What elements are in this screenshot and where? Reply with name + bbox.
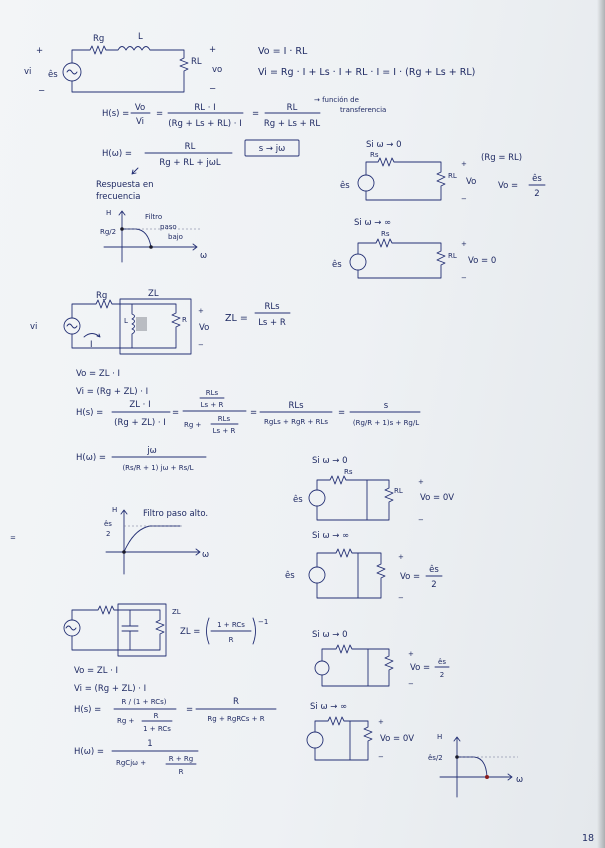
result-num: ês: [429, 565, 439, 575]
hs-frac3-den: RgLs + RgR + RLs: [263, 418, 329, 426]
label-minus: −: [461, 274, 467, 282]
freq-resp-label-2: frecuencia: [96, 192, 141, 202]
case-high-freq-3: [307, 702, 414, 761]
frequency-response-3: [74, 739, 198, 776]
label-minus: −: [408, 680, 414, 688]
label-rl: RL: [394, 487, 403, 495]
label-vo: Vo: [199, 323, 210, 333]
label-rs: Rs: [344, 468, 353, 476]
hw-den: (Rs/R + 1) jω + Rs/L: [122, 464, 194, 472]
label-inductor: L: [138, 32, 143, 42]
label-plus: +: [408, 650, 414, 658]
hs-frac3-num: RLs: [288, 401, 304, 411]
transfer-note-1: → función de: [314, 96, 359, 104]
label-rl: RL: [448, 172, 457, 180]
filter-label: Filtro paso alto.: [143, 509, 209, 519]
case-title: Si ω → 0: [366, 140, 402, 150]
hw-lhs: H(ω) =: [102, 149, 132, 159]
label-zl: ZL: [148, 289, 159, 299]
hs-frac1-num: R / (1 + RCs): [121, 698, 167, 706]
eq-vi: Vi = (Rg + ZL) · I: [76, 387, 149, 397]
label-es: ês: [340, 181, 350, 191]
hs-frac2-num-den: Ls + R: [200, 401, 224, 409]
label-plus: +: [198, 307, 204, 315]
hs-frac1-num: ZL · I: [129, 400, 151, 410]
filter-label-3: bajo: [168, 233, 183, 241]
hs-eq1: =: [186, 705, 194, 715]
filter-label-2: paso: [160, 223, 177, 231]
case-high-freq-2: [285, 531, 442, 602]
hs-frac1-den-b-num: R: [153, 712, 159, 720]
hs-lhs: H(s) =: [102, 109, 130, 119]
graph-omega-label: ω: [200, 251, 208, 261]
zl-den: Ls + R: [258, 318, 286, 328]
hw-den: Rg + RL + jωL: [159, 158, 221, 168]
hs-frac1-num: Vo: [134, 103, 146, 113]
eq-vo: Vo = ZL · I: [76, 369, 121, 379]
label-zl: ZL: [172, 608, 181, 616]
hs-frac3-num: RL: [286, 103, 298, 113]
hs-frac2-den-b-den: Ls + R: [212, 427, 236, 435]
label-minus: −: [378, 753, 384, 761]
hs-frac1-den: Vi: [136, 117, 144, 127]
transfer-function-1: [102, 96, 386, 129]
hs-eq1: =: [172, 408, 180, 418]
hs-frac4-den: (Rg/R + 1)s + Rg/L: [352, 419, 420, 427]
eq-vo: Vo = I · RL: [258, 46, 308, 57]
label-current: I: [90, 340, 93, 350]
case-low-freq-3: [312, 630, 449, 688]
hs-frac1-den-a: Rg +: [117, 717, 135, 725]
label-es: ês: [332, 260, 342, 270]
label-minus-left: −: [38, 86, 46, 96]
label-plus: +: [378, 718, 384, 726]
zl-den: R: [228, 636, 234, 644]
hw-den-b-num: R + Rg: [168, 755, 194, 763]
label-plus-right: +: [209, 45, 217, 55]
result-lhs: Vo =: [400, 572, 421, 582]
label-es: ês: [293, 495, 303, 505]
case-high-freq-1: [332, 218, 496, 282]
frequency-response-1: [96, 140, 299, 202]
result: Vo = 0V: [420, 493, 455, 503]
label-rg: Rg: [93, 34, 105, 44]
graph-h-label: H: [106, 209, 112, 217]
hw-num: 1: [147, 739, 153, 749]
hs-frac1-den: (Rg + ZL) · I: [114, 418, 166, 428]
side-mark: =: [10, 534, 16, 542]
label-r: R: [182, 316, 187, 324]
hw-num: RL: [184, 142, 196, 152]
graph-level-label: ês/2: [428, 754, 443, 762]
hw-den-b-den: R: [178, 768, 184, 776]
highpass-graph: [104, 506, 209, 574]
case-low-freq-1: [340, 140, 545, 203]
condition-note: (Rg = RL): [481, 153, 523, 163]
substitution-box: s → jω: [258, 144, 286, 154]
graph-level-label-1: ês: [104, 520, 112, 528]
label-vo: Vo: [466, 177, 477, 187]
graph-h-label: H: [437, 733, 443, 741]
label-vo: vo: [212, 65, 223, 75]
result-num: ês: [438, 658, 446, 666]
label-rs: Rs: [370, 151, 379, 159]
hw-lhs: H(ω) =: [74, 747, 104, 757]
hs-eq1: =: [156, 109, 164, 119]
hs-eq2: =: [252, 109, 260, 119]
case-low-freq-2: [293, 456, 454, 524]
label-es: ês: [48, 70, 58, 80]
graph-level-label-2: 2: [106, 530, 111, 538]
graph-h-label: H: [112, 506, 118, 514]
label-minus-right: −: [209, 84, 217, 94]
label-minus: −: [418, 516, 424, 524]
label-es: ês: [285, 571, 295, 581]
label-plus: +: [398, 553, 404, 561]
label-minus: −: [398, 594, 404, 602]
freq-resp-label-1: Respuesta en: [96, 180, 154, 190]
eq-vi: Vi = Rg · I + Ls · I + RL · I = I · (Rg + Ls + RL): [258, 67, 476, 78]
graph-level-label: Rg/2: [100, 228, 117, 236]
frequency-response-2: [76, 446, 206, 472]
result-den: 2: [534, 189, 540, 199]
label-rs: Rs: [381, 230, 390, 238]
zl-lhs: ZL =: [180, 627, 201, 637]
hw-num: jω: [147, 446, 157, 456]
graph-omega-label: ω: [516, 775, 524, 785]
label-plus: +: [418, 478, 424, 486]
hs-frac2-den: (Rg + Ls + RL) · I: [168, 119, 242, 129]
label-rl: RL: [448, 252, 457, 260]
zl-formula-3: [180, 618, 268, 644]
label-minus: −: [198, 341, 204, 349]
hs-lhs: H(s) =: [74, 705, 102, 715]
hw-den-a: RgCjω +: [116, 759, 147, 767]
circuit-parallel-rl: [30, 289, 209, 354]
eq-vo: Vo = ZL · I: [74, 666, 119, 676]
hs-frac2-num-num: RLs: [205, 389, 219, 397]
transfer-note-2: transferencia: [340, 106, 387, 114]
result-lhs: Vo =: [410, 663, 431, 673]
result-num: ês: [532, 174, 542, 184]
transfer-function-3: [74, 697, 276, 733]
case-title: Si ω → ∞: [310, 702, 348, 712]
label-vi: vi: [30, 322, 38, 332]
case-title: Si ω → ∞: [312, 531, 350, 541]
label-vi: vi: [24, 67, 32, 77]
hs-frac2-den: Rg + RgRCs + R: [207, 715, 265, 723]
label-rl: RL: [191, 57, 202, 67]
circuit-series-rl: [24, 32, 222, 96]
hs-eq3: =: [338, 408, 346, 418]
zl-num: 1 + RCs: [217, 621, 245, 629]
result: Vo = 0: [468, 256, 497, 266]
filter-label-1: Filtro: [145, 213, 163, 221]
label-inductor: L: [124, 317, 128, 325]
hs-frac2-num: R: [233, 697, 239, 707]
case-title: Si ω → 0: [312, 630, 348, 640]
lowpass-graph-3: [428, 733, 523, 797]
result-lhs: Vo =: [498, 181, 519, 191]
hs-frac4-num: s: [383, 401, 389, 411]
case-title: Si ω → ∞: [354, 218, 392, 228]
label-minus: −: [461, 195, 467, 203]
label-plus: +: [461, 160, 467, 168]
result-den: 2: [439, 671, 445, 679]
lowpass-graph: [100, 209, 207, 262]
label-rg: Rg: [96, 291, 108, 301]
case-title: Si ω → 0: [312, 456, 348, 466]
hs-frac2-den-a: Rg +: [184, 421, 202, 429]
zl-num: RLs: [264, 302, 280, 312]
result-den: 2: [431, 580, 437, 590]
hs-lhs: H(s) =: [76, 408, 104, 418]
zl-lhs: ZL =: [225, 313, 248, 324]
page-number: 18: [582, 833, 595, 844]
hs-frac1-den-b-den: 1 + RCs: [143, 725, 171, 733]
hs-eq2: =: [250, 408, 258, 418]
result: Vo = 0V: [380, 734, 415, 744]
hs-frac2-num: RL · I: [194, 103, 216, 113]
circuit-parallel-rc: [64, 604, 181, 656]
label-plus-left: +: [36, 46, 44, 56]
hw-lhs: H(ω) =: [76, 453, 106, 463]
eq-vi: Vi = (Rg + ZL) · I: [74, 684, 147, 694]
zl-exponent: −1: [258, 618, 269, 626]
label-plus: +: [461, 240, 467, 248]
graph-omega-label: ω: [202, 550, 210, 560]
zl-formula-2: [225, 302, 290, 328]
hs-frac2-den-b-num: RLs: [217, 415, 231, 423]
hs-frac3-den: Rg + Ls + RL: [263, 119, 321, 129]
